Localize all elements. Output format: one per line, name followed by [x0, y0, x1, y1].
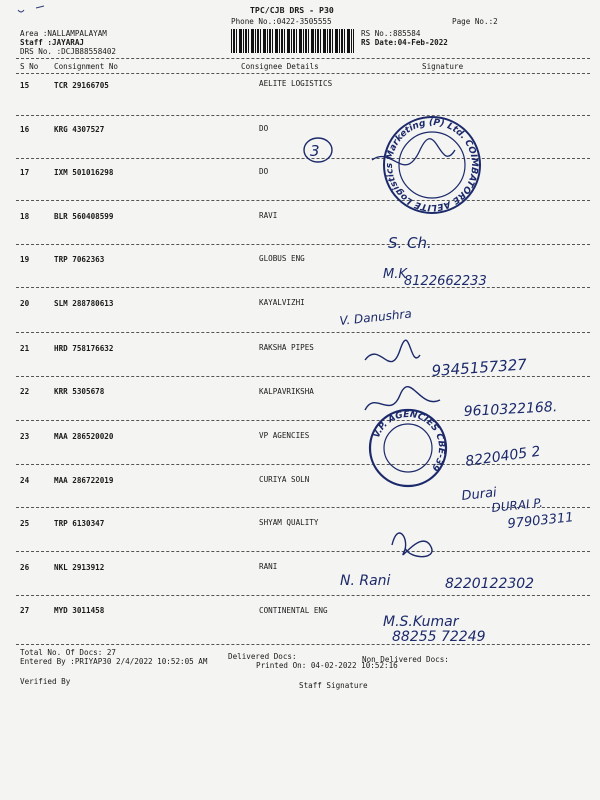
column-consignment: Consignment No — [54, 62, 119, 71]
row-consignment: HRD 758176632 — [54, 344, 114, 353]
row-consignment: TRP 6130347 — [54, 519, 105, 528]
phone-row21: 9345157327 — [431, 355, 528, 380]
stamp-text: V.P. AGENCIES CBE-39 — [371, 409, 447, 473]
row-sno: 22 — [20, 387, 30, 396]
drs-number: DRS No. :DCJB88558402 — [20, 47, 117, 56]
row-divider — [16, 420, 590, 421]
row-consignment: NKL 2913912 — [54, 563, 105, 572]
row-consignee: CONTINENTAL ENG — [259, 606, 328, 615]
row-sno: 21 — [20, 344, 30, 353]
entered-by: Entered By :PRIYAP30 2/4/2022 10:52:05 AM — [20, 657, 208, 666]
signature-row18: S. Ch. — [388, 234, 432, 252]
signature-row26: N. Rani — [340, 573, 391, 589]
corner-mark — [18, 6, 44, 12]
row-consignment: IXM 501016298 — [54, 168, 114, 177]
circled-number-text: 3 — [310, 142, 320, 160]
signature-row21 — [365, 340, 420, 361]
phone-row27: 88255 72249 — [392, 629, 486, 645]
staff-signature: Staff Signature — [299, 681, 368, 690]
row-consignee: RAVI — [259, 211, 278, 220]
row-consignee: GLOBUS ENG — [259, 254, 305, 263]
total-docs: Total No. Of Docs: 27 — [20, 648, 117, 657]
row-divider — [16, 644, 590, 645]
phone-row26: 8220122302 — [445, 576, 535, 592]
row-sno: 24 — [20, 476, 30, 485]
barcode — [231, 29, 354, 53]
page-number: Page No.:2 — [452, 17, 498, 26]
row-consignee: DO — [259, 124, 269, 133]
column-consignee: Consignee Details — [241, 62, 319, 71]
row-divider — [16, 507, 590, 508]
row-consignment: MYD 3011458 — [54, 606, 105, 615]
row-consignee: AELITE LOGISTICS — [259, 79, 333, 88]
row-sno: 18 — [20, 212, 30, 221]
row-divider — [16, 158, 590, 159]
row-consignee: SHYAM QUALITY — [259, 518, 319, 527]
row-sno: 25 — [20, 519, 30, 528]
rs-number: RS No.:885584 — [361, 29, 421, 38]
row-consignee: DO — [259, 167, 269, 176]
company-stamp — [372, 117, 480, 213]
row-divider — [16, 376, 590, 377]
phone-row24: 97903311 — [506, 510, 575, 532]
header-divider — [16, 58, 590, 59]
row-consignment: TCR 29166705 — [54, 81, 109, 90]
row-consignment: KRR 5305678 — [54, 387, 105, 396]
row-consignment: MAA 286520020 — [54, 432, 114, 441]
row-sno: 17 — [20, 168, 30, 177]
row-sno: 26 — [20, 563, 30, 572]
row-sno: 19 — [20, 255, 30, 264]
phone-row22: 9610322168. — [463, 399, 558, 420]
printed-on: Printed On: 04-02-2022 10:52:16 — [256, 661, 398, 670]
row-sno: 23 — [20, 432, 30, 441]
row-divider — [16, 115, 590, 116]
row-consignment: SLM 288780613 — [54, 299, 114, 308]
row-sno: 15 — [20, 81, 30, 90]
row-consignment: KRG 4307527 — [54, 125, 105, 134]
row-divider — [16, 332, 590, 333]
row-divider — [16, 244, 590, 245]
signature-row20: V. Danushra — [338, 306, 413, 328]
signature-row24: Durai — [460, 485, 498, 504]
row-consignee: RAKSHA PIPES — [259, 343, 314, 352]
document-title: TPC/CJB DRS - P30 — [250, 5, 334, 15]
row-consignee: KALPAVRIKSHA — [259, 387, 314, 396]
row-consignee: RANI — [259, 562, 278, 571]
signature-row19: M.K — [383, 267, 407, 282]
area-label: Area :NALLAMPALAYAM — [20, 29, 107, 38]
staff-label: Staff :JAYARAJ — [20, 38, 85, 47]
name-row24: DURAI P. — [490, 495, 544, 515]
header-divider — [16, 73, 590, 74]
non-delivered-docs: Non Delivered Docs: — [362, 655, 449, 664]
rs-date: RS Date:04-Feb-2022 — [361, 38, 448, 47]
row-divider — [16, 287, 590, 288]
row-sno: 16 — [20, 125, 30, 134]
row-sno: 20 — [20, 299, 30, 308]
signature-row25 — [392, 533, 432, 557]
row-divider — [16, 200, 590, 201]
row-divider — [16, 464, 590, 465]
row-consignment: BLR 560408599 — [54, 212, 114, 221]
phone-row23: 8220405 2 — [464, 443, 542, 470]
row-sno: 27 — [20, 606, 30, 615]
signature-row22 — [365, 387, 440, 410]
row-consignee: KAYALVIZHI — [259, 298, 305, 307]
column-sno: S No — [20, 62, 39, 71]
row-divider — [16, 551, 590, 552]
row-divider — [16, 595, 590, 596]
stamp-text: Marketing (P) Ltd. COIMBATORE AELITE Logistics — [384, 117, 480, 213]
row-consignee: CURIYA SOLN — [259, 475, 310, 484]
row-consignment: TRP 7062363 — [54, 255, 105, 264]
phone-row19: 8122662233 — [404, 274, 487, 289]
agency-stamp — [370, 410, 446, 486]
row-consignment: MAA 286722019 — [54, 476, 114, 485]
delivered-docs: Delivered Docs: — [228, 652, 297, 661]
signature-row27: M.S.Kumar — [383, 614, 459, 630]
row-consignee: VP AGENCIES — [259, 431, 310, 440]
column-signature: Signature — [422, 62, 464, 71]
phone-number: Phone No.:0422-3505555 — [231, 17, 332, 26]
verified-by: Verified By — [20, 677, 71, 686]
